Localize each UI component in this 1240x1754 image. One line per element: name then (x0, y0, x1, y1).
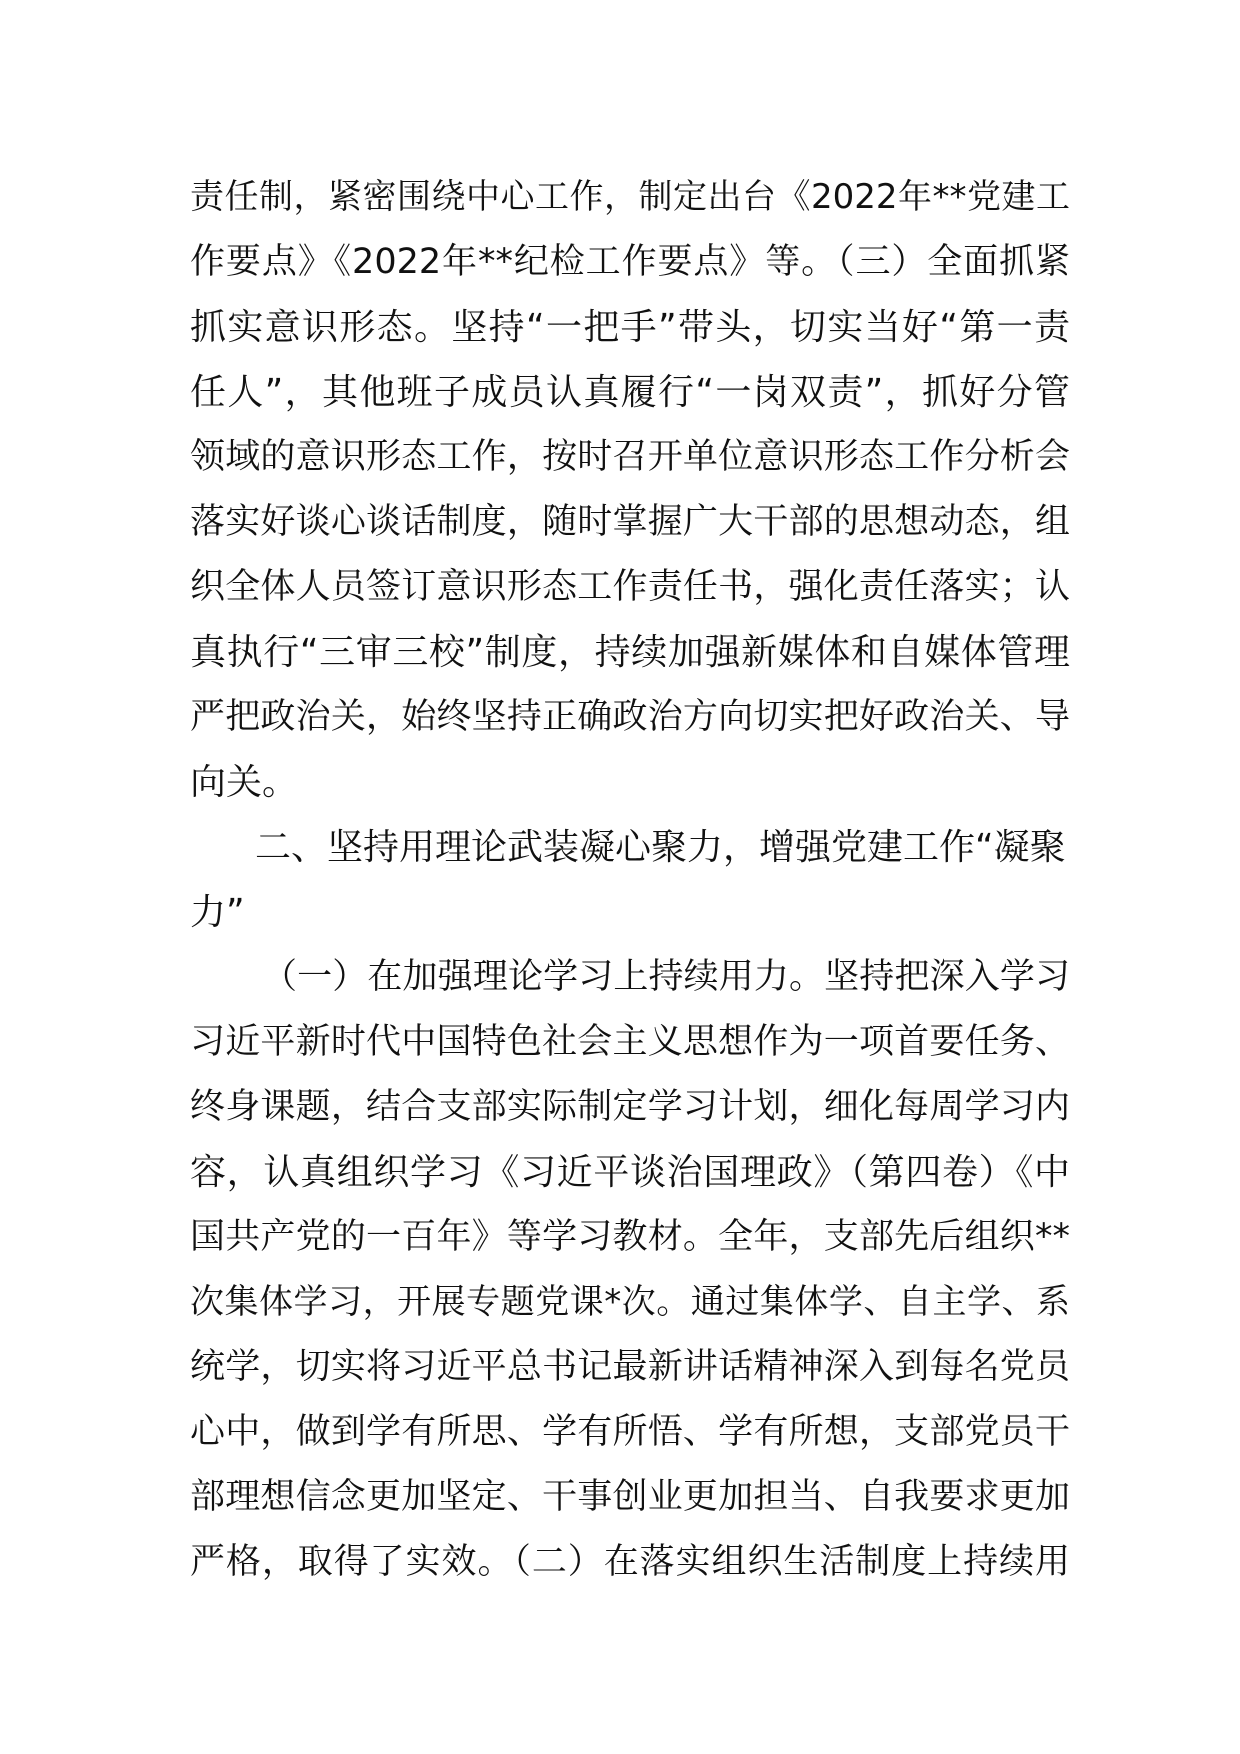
text-line: 次集体学习，开展专题党课*次。通过集体学、自主学、系 (190, 1282, 1070, 1322)
text-line: 部理想信念更加坚定、干事创业更加担当、自我要求更加 (190, 1477, 1070, 1517)
text-line: 任人”，其他班子成员认真履行“一岗双责”，抓好分管 (190, 372, 1070, 413)
text-line: 心中，做到学有所思、学有所悟、学有所想，支部党员干 (190, 1412, 1070, 1452)
text-line: 落实好谈心谈话制度，随时掌握广大干部的思想动态，组 (190, 502, 1070, 542)
text-line: 真执行“三审三校”制度，持续加强新媒体和自媒体管理 (190, 632, 1070, 673)
text-line: 严把政治关，始终坚持正确政治方向切实把好政治关、导 (190, 697, 1070, 737)
section-heading-continued: 力” (190, 892, 245, 933)
text-line: 习近平新时代中国特色社会主义思想作为一项首要任务、 (190, 1022, 1070, 1062)
text-line: 严格，取得了实效。（二）在落实组织生活制度上持续用 (190, 1542, 1070, 1582)
text-line: 抓实意识形态。坚持“一把手”带头，切实当好“第一责 (190, 307, 1070, 348)
subsection-paragraph-start: （一）在加强理论学习上持续用力。坚持把深入学习 (262, 957, 1070, 997)
text-line: 统学，切实将习近平总书记最新讲话精神深入到每名党员 (190, 1347, 1070, 1387)
text-line: 领域的意识形态工作，按时召开单位意识形态工作分析会 (190, 437, 1070, 477)
text-line: 织全体人员签订意识形态工作责任书，强化责任落实；认 (190, 567, 1070, 607)
text-line: 责任制，紧密围绕中心工作，制定出台《2022年**党建工 (190, 177, 1070, 217)
text-line: 国共产党的一百年》等学习教材。全年，支部先后组织** (190, 1217, 1070, 1257)
text-line: 向关。 (190, 762, 299, 803)
text-line: 容，认真组织学习《习近平谈治国理政》（第四卷）《中 (190, 1152, 1070, 1193)
document-body (190, 165, 1070, 1595)
text-line: 终身课题，结合支部实际制定学习计划，细化每周学习内 (190, 1087, 1070, 1127)
text-line: 作要点》《2022年**纪检工作要点》等。（三）全面抓紧 (190, 242, 1070, 282)
section-heading: 二、坚持用理论武装凝心聚力，增强党建工作“凝聚 (255, 827, 1066, 868)
